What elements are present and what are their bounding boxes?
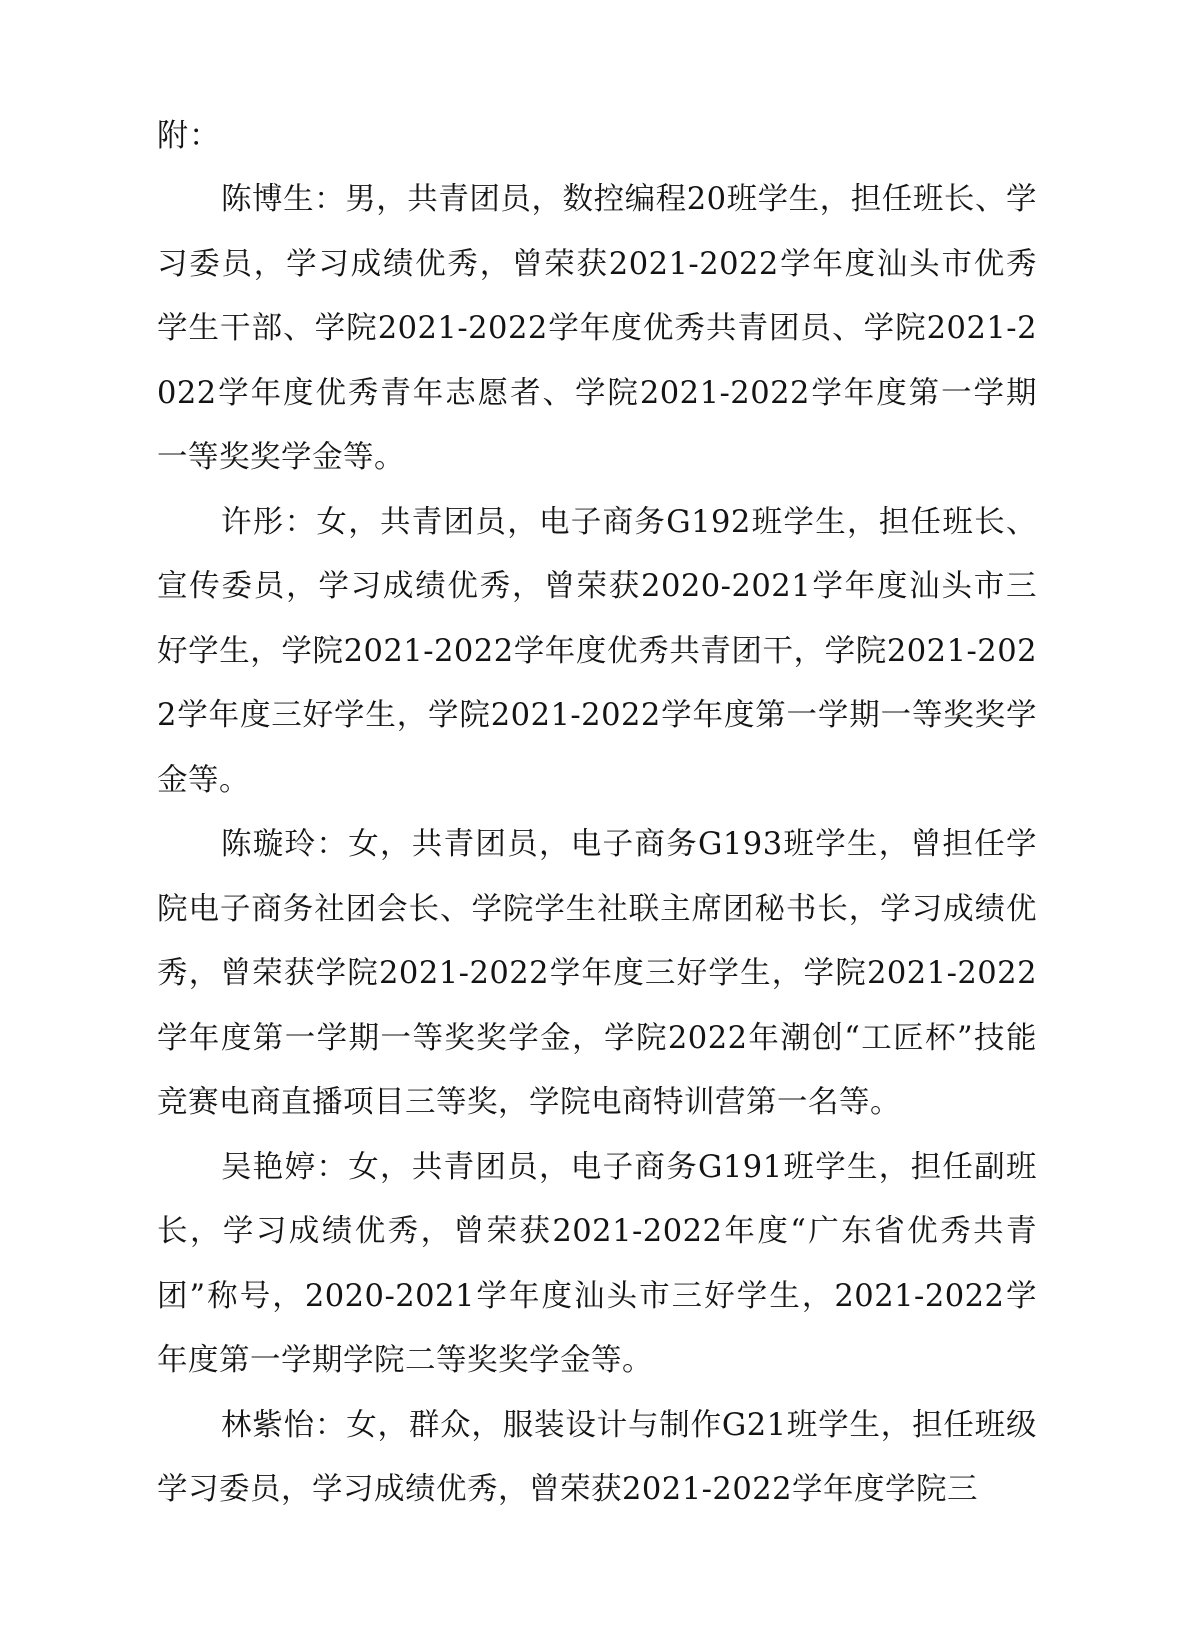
attachment-heading: 附： — [157, 118, 221, 154]
profile-paragraph-wu-yanting: 吴艳婷：女，共青团员，电子商务G191班学生，担任副班长，学习成绩优秀，曾荣获2021-2022年度“广东省优秀共青团”称号，2020-2021学年度汕头市三好学生，2021-2022学年度第一学期学院二等奖奖学金等。 — [157, 1149, 1037, 1378]
profile-paragraph-chen-bosheng: 陈博生：男，共青团员，数控编程20班学生，担任班长、学习委员，学习成绩优秀，曾荣获2021-2022学年度汕头市优秀学生干部、学院2021-2022学年度优秀共青团员、学院2021-2022学年度优秀青年志愿者、学院2021-2022学年度第一学期一等奖奖学金等。 — [157, 182, 1037, 475]
profile-paragraph-chen-xuanling: 陈璇玲：女，共青团员，电子商务G193班学生，曾担任学院电子商务社团会长、学院学生社联主席团秘书长，学习成绩优秀，曾荣获学院2021-2022学年度三好学生，学院2021-2022学年度第一学期一等奖奖学金，学院2022年潮创“工匠杯”技能竞赛电商直播项目三等奖，学院电商特训营第一名等。 — [157, 827, 1037, 1120]
profile-paragraph-lin-ziyi: 林紫怡：女，群众，服装设计与制作G21班学生，担任班级学习委员，学习成绩优秀，曾荣获2021-2022学年度学院三 — [157, 1407, 1037, 1507]
document-body — [157, 104, 1037, 1523]
profile-paragraph-xu-tong: 许彤：女，共青团员，电子商务G192班学生，担任班长、宣传委员，学习成绩优秀，曾荣获2020-2021学年度汕头市三好学生，学院2021-2022学年度优秀共青团干，学院2021-2022学年度三好学生，学院2021-2022学年度第一学期一等奖奖学金等。 — [157, 504, 1037, 798]
